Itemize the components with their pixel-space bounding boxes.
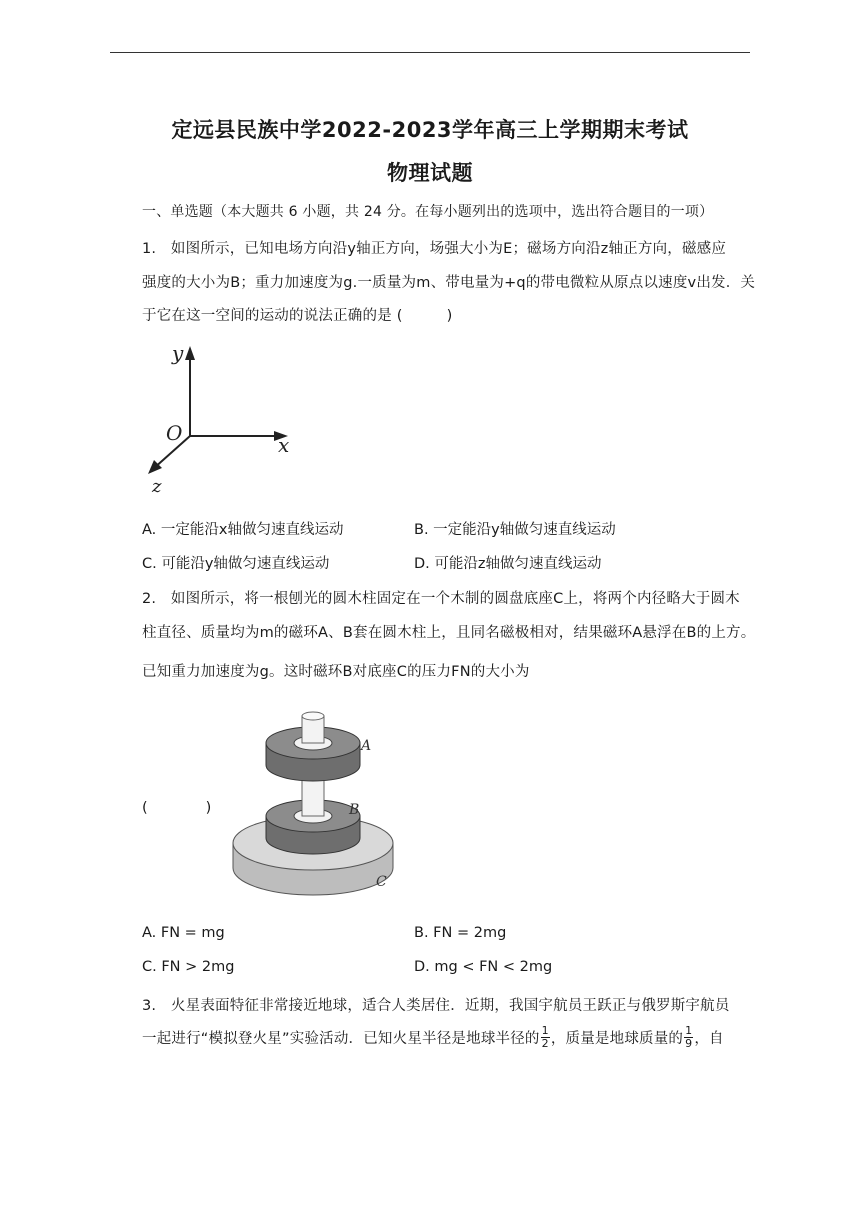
- q2-text-line3: 已知重力加速度为g。这时磁环B对底座C的压力FN的大小为: [142, 664, 530, 680]
- wooden-rod-cap: [302, 712, 324, 720]
- q2-text-line2: 柱直径、质量均为m的磁环A、B套在圆木柱上，且同名磁极相对，结果磁环A悬浮在B的上方。: [142, 625, 756, 641]
- q3-text-line2: [142, 1025, 724, 1050]
- fraction-half: [541, 1025, 550, 1050]
- fraction-ninth: [684, 1025, 693, 1050]
- fraction-half-numerator: 1: [541, 1024, 549, 1037]
- q2-magnet-rings-figure: [228, 708, 398, 898]
- q3-line2-suffix: ，自: [694, 1031, 724, 1047]
- fraction-ninth-denominator: 9: [685, 1037, 693, 1050]
- origin-label: O: [166, 421, 183, 445]
- fraction-ninth-numerator: 1: [685, 1024, 693, 1037]
- q2-option-b: B. FN = 2mg: [414, 925, 507, 941]
- q1-option-a: A. 一定能沿x轴做匀速直线运动: [142, 522, 344, 538]
- q1-option-d: D. 可能沿z轴做匀速直线运动: [414, 556, 602, 572]
- y-axis-label: y: [172, 341, 184, 365]
- section-heading: 一、单选题（本大题共 6 小题，共 24 分。在每小题列出的选项中，选出符合题目的一项）: [142, 204, 714, 220]
- y-arrowhead: [185, 346, 195, 360]
- fraction-half-denominator: 2: [541, 1037, 549, 1050]
- x-axis-label: x: [278, 433, 290, 457]
- q1-text-line1: 1. 如图所示，已知电场方向沿y轴正方向，场强大小为E；磁场方向沿z轴正方向，磁感应: [142, 241, 727, 257]
- q2-option-a: A. FN = mg: [142, 925, 225, 941]
- q3-line2-mid: ，质量是地球质量的: [550, 1031, 684, 1047]
- ring-a-label: A: [361, 738, 372, 754]
- exam-title: 定远县民族中学2022-2023学年高三上学期期末考试: [171, 118, 689, 142]
- z-axis-label: z: [152, 476, 162, 496]
- q1-text-line2: 强度的大小为B；重力加速度为g.一质量为m、带电量为+q的带电微粒从原点以速度v出发．关: [142, 275, 756, 291]
- q1-option-b: B. 一定能沿y轴做匀速直线运动: [414, 522, 616, 538]
- base-c-label: C: [376, 874, 387, 890]
- q2-option-d: D. mg < FN < 2mg: [414, 959, 553, 975]
- exam-subtitle: 物理试题: [387, 161, 473, 185]
- q2-option-c: C. FN > 2mg: [142, 959, 235, 975]
- q2-text-line1: 2. 如图所示，将一根刨光的圆木柱固定在一个木制的圆盘底座C上，将两个内径略大于圆木: [142, 591, 740, 607]
- q1-text-line3: 于它在这一空间的运动的说法正确的是 ( ): [142, 308, 453, 324]
- ring-b-label: B: [349, 802, 360, 818]
- q1-option-c: C. 可能沿y轴做匀速直线运动: [142, 556, 330, 572]
- q1-axes-figure: [140, 336, 300, 496]
- header-rule: [110, 52, 750, 53]
- q2-answer-paren: ( ): [142, 800, 212, 816]
- q3-line2-prefix: 一起进行“模拟登火星”实验活动．已知火星半径是地球半径的: [142, 1031, 540, 1047]
- q3-text-line1: 3. 火星表面特征非常接近地球，适合人类居住．近期，我国宇航员王跃正与俄罗斯宇航员: [142, 998, 730, 1014]
